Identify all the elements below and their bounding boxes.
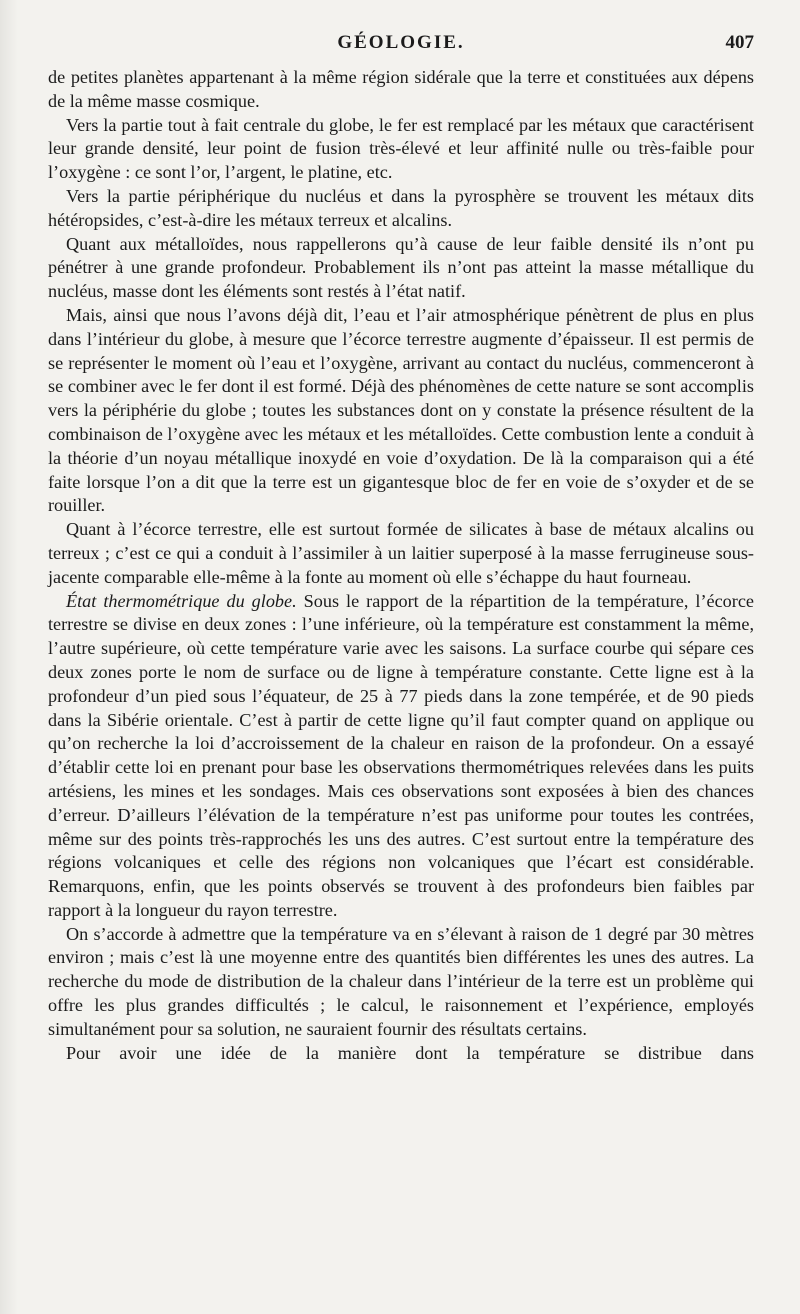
paragraph [48, 1042, 754, 1066]
paragraph-text: de petites planètes appartenant à la même région sidérale que la terre et constituées aux dépens de la même masse cosmique. [48, 67, 754, 111]
paragraph [48, 114, 754, 185]
paragraph [48, 233, 754, 304]
paragraph-text: Vers la partie tout à fait centrale du globe, le fer est remplacé par les métaux que caractérisent leur grande densité, leur point de fusion très-élevé et leur affinité nulle ou très-faible pour l’oxygène : ce sont l’or, l’argent, le platine, etc. [48, 114, 754, 183]
page-gutter-shadow [0, 0, 18, 1314]
paragraph [48, 923, 754, 1042]
paragraph [48, 590, 754, 923]
paragraph [48, 304, 754, 518]
page-header [48, 32, 754, 58]
paragraph [48, 66, 754, 114]
paragraph-text: Pour avoir une idée de la manière dont la température se distribue dans [66, 1042, 754, 1063]
paragraph-text: Vers la partie périphérique du nucléus et dans la pyrosphère se trouvent les métaux dits hétéropsides, c’est-à-dire les métaux terreux et alcalins. [48, 185, 754, 230]
page-body [48, 66, 754, 1065]
paragraph-text: Quant aux métalloïdes, nous rappellerons qu’à cause de leur faible densité ils n’ont pu pénétrer à une grande profondeur. Probablement ils n’ont pas atteint la masse métallique du nucléus, masse dont les éléments sont restés à l’état natif. [48, 233, 754, 302]
paragraph-text: Mais, ainsi que nous l’avons déjà dit, l’eau et l’air atmosphérique pénètrent de plus en plus dans l’intérieur du globe, à mesure que l’écorce terrestre augmente d’épaisseur. Il est permis de se représenter le moment où l’eau et l’oxygène, arrivant au contact du nucléus, commenceront à se combiner avec le fer dont il est formé. Déjà des phénomènes de cette nature se sont accomplis vers la périphérie du globe ; toutes les substances dont on y constate la présence résultent de la combinaison de l’oxygène avec les métaux et les métalloïdes. Cette combustion lente a conduit à la théorie d’un noyau métallique inoxydé en voie d’oxydation. De là la comparaison qui a été faite lorsque l’on a dit que la terre est un gigantesque bloc de fer en voie de s’oxyder et de se rouiller. [48, 304, 754, 516]
paragraph [48, 518, 754, 589]
paragraph-text: Quant à l’écorce terrestre, elle est surtout formée de silicates à base de métaux alcalins ou terreux ; c’est ce qui a conduit à l’assimiler à un laitier superposé à la masse ferrugineuse sous-jacente comparable elle-même à la fonte au moment où elle s’échappe du haut fourneau. [48, 519, 754, 587]
section-lead-heading: État thermométrique du globe. [66, 590, 297, 611]
running-title: GÉOLOGIE. [337, 32, 465, 53]
paragraph-text: Sous le rapport de la répartition de la température, l’écorce terrestre se divise en deux zones : l’une inférieure, où la température est constamment la même, l’autre supérieure, où cette température varie avec les saisons. La surface courbe qui sépare ces deux zones porte le nom de surface ou de ligne à température constante. Cette ligne est à la profondeur d’un pied sous l’équateur, de 25 à 77 pieds dans la zone tempérée, et de 90 pieds dans la Sibérie orientale. C’est à partir de cette ligne qu’il faut compter quand on applique ou qu’on recherche la loi d’accroissement de la chaleur en raison de la profondeur. On a essayé d’établir cette loi en prenant pour base les observations thermométriques relevées dans les puits artésiens, les mines et les sondages. Mais ces observations sont exposées à bien des chances d’erreur. D’ailleurs l’élévation de la température n’est pas uniforme pour toutes les contrées, même sur des points très-rapprochés les uns des autres. C’est surtout entre la température des régions volcaniques et celle des régions non volcaniques que l’écart est considérable. Remarquons, enfin, que les points observés se trouvent à des profondeurs bien faibles par rapport à la longueur du rayon terrestre. [48, 590, 754, 920]
paragraph-text: On s’accorde à admettre que la température va en s’élevant à raison de 1 degré par 30 mètres environ ; mais c’est là une moyenne entre des quantités bien différentes les unes des autres. La recherche du mode de distribution de la chaleur dans l’intérieur de la terre est un problème qui offre les plus grandes difficultés ; le calcul, le raisonnement et l’expérience, employés simultanément pour sa solution, ne sauraient fournir des résultats certains. [48, 923, 754, 1039]
page-number: 407 [725, 32, 754, 53]
paragraph [48, 185, 754, 233]
